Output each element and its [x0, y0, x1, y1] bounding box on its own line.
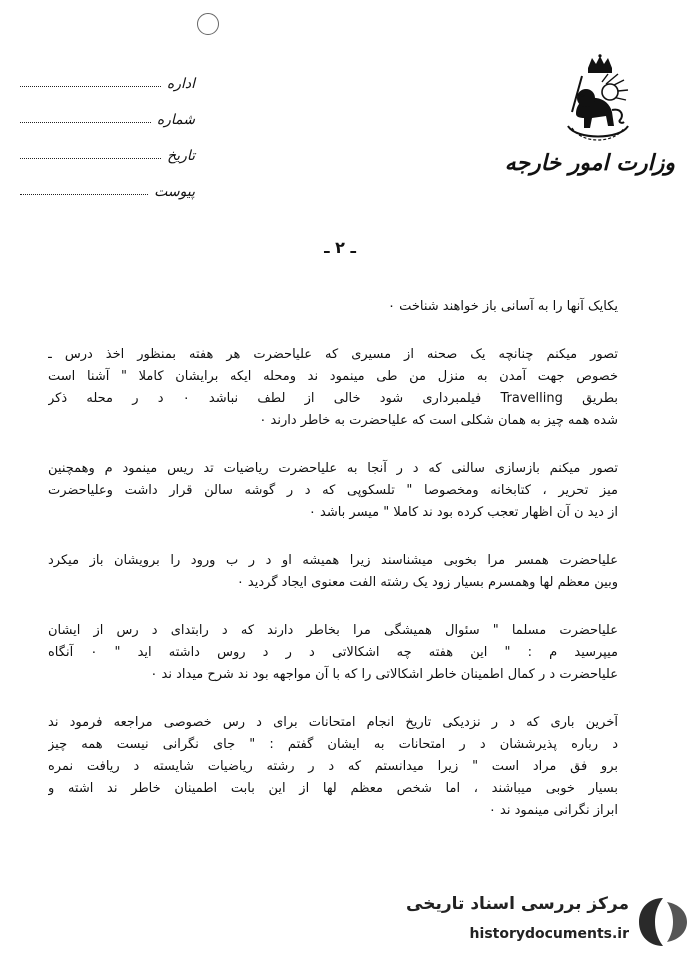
text-line: تصور میکنم چنانچه یک صحنه از مسیری که علیاحضرت هر هفته بمنظور اخذ درس ـ — [48, 347, 618, 362]
page-number: ـ ۲ ـ — [324, 238, 356, 257]
text-line: شده همه چیز به همان شکلی است که علیاحضرت به خاطر دارند ٠ — [259, 413, 618, 428]
text-line: وبین معظم لها وهمسرم بسیار زود یک رشته الفت معنوی ایجاد گردید ٠ — [236, 575, 618, 590]
field-label: شماره — [156, 112, 195, 128]
paragraph — [48, 344, 618, 432]
text-line: برو فق مراد است " زیرا میدانستم که د ر رشته ریاضیات شایسته د ریافت نمره — [48, 759, 618, 774]
text-line: علیاحضرت همسر مرا بخوبی میشناسند زیرا همیشه او د ر ب ورود را برویشان باز میکرد — [48, 553, 618, 568]
book-logo-icon — [635, 894, 691, 950]
field-dotted-line — [20, 122, 151, 123]
text-line: میپرسید م : " این هفته چه اشکالاتی د ر د روس داشته اید " ٠ آنگاه — [48, 645, 618, 660]
paragraph — [48, 620, 618, 686]
watermark-url: historydocuments.ir — [469, 926, 629, 942]
text-line: یکایک آنها را به آسانی باز خواهند شناخت ٠ — [387, 299, 618, 314]
text-line: علیاحضرت مسلما " سئوال همیشگی مرا بخاطر دارند که د رابتدای د رس از ایشان — [48, 623, 618, 638]
punch-hole — [197, 13, 219, 35]
paragraph — [48, 458, 618, 524]
field-number — [20, 92, 195, 128]
field-dotted-line — [20, 158, 161, 159]
text-line: بطریق Travelling فیلمبرداری شود خالی از لطف نباشد ٠ د ر محله ذکر — [48, 391, 618, 406]
text-line: آخرین باری که د ر نزدیکی تاریخ انجام امتحانات برای د رس خصوصی مراجعه فرمود ند — [48, 715, 618, 730]
text-line: میز تحریر ، کتابخانه ومخصوصا " تلسکوپی که د ر گوشه سالن قرار داشت وعلیاحضرت — [48, 483, 618, 498]
text-line: خصوص جهت آمدن به منزل من طی مینمود ند ومحله ایکه برایشان کاملا " آشنا است — [48, 369, 618, 384]
paragraph — [48, 712, 618, 822]
field-dotted-line — [20, 194, 148, 195]
text-line: علیاحضرت د ر کمال اطمینان خاطر اشکالاتی را که با آن مواجهه بود ند شرح میداد ند ٠ — [150, 667, 618, 682]
field-label: اداره — [166, 76, 195, 92]
field-label: تاریخ — [167, 148, 195, 164]
ministry-name: وزارت امور خارجه — [504, 150, 675, 176]
letterhead-fields — [20, 56, 195, 200]
text-line: ابراز نگرانی مینمود ند ٠ — [488, 803, 618, 818]
field-label: پیوست — [154, 184, 195, 200]
archive-watermark — [406, 888, 695, 954]
paragraph — [48, 296, 618, 318]
field-dotted-line — [20, 86, 161, 87]
lion-and-sun-emblem-icon — [562, 54, 634, 146]
watermark-title: مرکز بررسی اسناد تاریخی — [406, 894, 629, 914]
paragraph — [48, 550, 618, 594]
field-department — [20, 56, 195, 92]
field-date — [20, 128, 195, 164]
letter-body — [48, 296, 618, 848]
text-line: بسیار خوبی میباشند ، اما شخص معظم لها از این بابت اطمینان خاطر ند اشته و — [48, 781, 618, 796]
text-line: تصور میکنم بازسازی سالنی که د ر آنجا به علیاحضرت ریاضیات تد ریس مینمود م وهمچنین — [48, 461, 618, 476]
text-line: د رباره پذیرششان د ر امتحانات به ایشان گفتم : " جای نگرانی نیست همه چیز — [48, 737, 618, 752]
field-attachment — [20, 164, 195, 200]
text-line: از دید ن آن اظهار تعجب کرده بود ند کاملا " میسر باشد ٠ — [308, 505, 618, 520]
